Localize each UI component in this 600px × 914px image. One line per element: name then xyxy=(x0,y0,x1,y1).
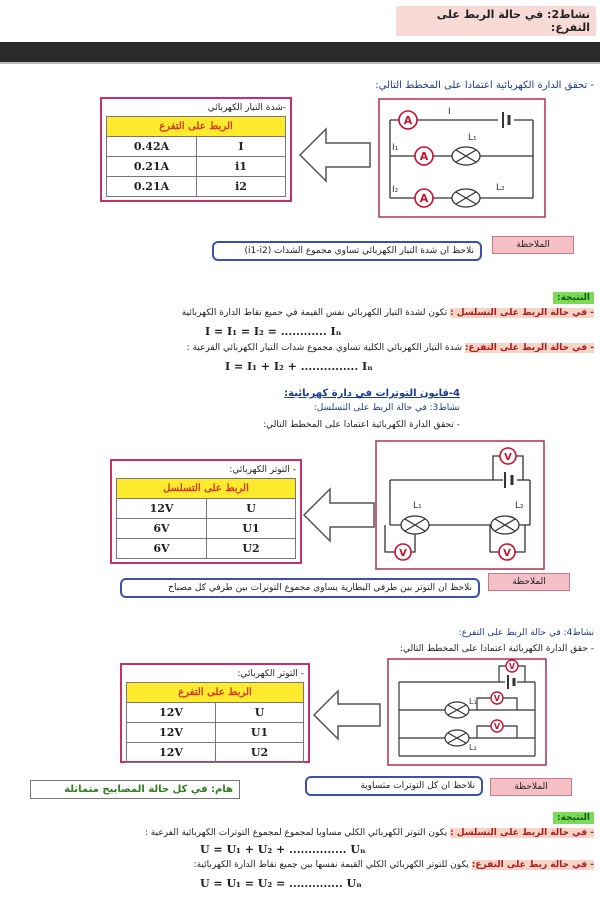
left-arrow-icon xyxy=(312,687,382,743)
conclusion-label: النتيجة: xyxy=(553,292,594,304)
table-header: الربط على التفرع xyxy=(107,117,286,137)
table-row: 0.21A i1 xyxy=(107,157,286,177)
parallel-current-circuit xyxy=(378,98,546,218)
svg-text:L₁: L₁ xyxy=(468,133,477,143)
svg-text:I₂: I₂ xyxy=(392,185,399,195)
svg-text:L₂: L₂ xyxy=(469,743,477,752)
important-note: هام: في كل حالة المصابيح متماثلة xyxy=(30,780,240,799)
observation-label: الملاحظة xyxy=(492,236,574,254)
observation-box: نلاحظ ان كل التوترات متساوية xyxy=(305,776,483,796)
series-voltage-circuit xyxy=(375,440,545,570)
svg-text:A: A xyxy=(419,192,429,205)
conclusion1-series: - في حالة الربط على التسلسل : تكون لشدة التيار الكهربائي نفس القيمة في جميع نقاط الدارة الكهربائية xyxy=(181,308,594,318)
svg-text:L₁: L₁ xyxy=(469,697,477,706)
conclusion2-parallel: - في حالة ربط على التفرع: يكون للتوتر الكهربائي الكلي القيمة نفسها بين جميع نقاط الدارة الكهربائية: xyxy=(193,860,594,870)
table-row: 6V U1 xyxy=(117,519,296,539)
activity2-title: نشاط2: في حالة الربط على التفرع: xyxy=(396,6,596,36)
table-row: 12V U xyxy=(127,703,304,723)
voltage-parallel-table: - التوتر الكهربائي: الربط على التفرع 12V U 12V U1 12V U2 xyxy=(120,663,310,763)
voltage-series-table: - التوتر الكهربائي: الربط على التسلسل 12V U 6V U1 6V U2 xyxy=(110,459,302,564)
conclusion1-parallel-formula: I = I₁ + I₂ + ............... Iₙ xyxy=(225,360,373,373)
svg-text:V: V xyxy=(503,548,511,559)
current-table xyxy=(100,97,292,202)
table-title: -شدة التيار الكهربائي xyxy=(207,103,286,113)
conclusion-label: النتيجة: xyxy=(553,812,594,824)
activity4-title: نشاط4: في حالة الربط على التفرع: xyxy=(458,628,594,638)
separator-bar xyxy=(0,42,600,62)
svg-text:L₁: L₁ xyxy=(413,501,422,511)
svg-text:I₁: I₁ xyxy=(392,143,399,153)
activity4-instruction: - حقق الدارة الكهربائية اعتمادا على المخطط التالي: xyxy=(399,644,594,654)
separator-line xyxy=(0,62,600,64)
svg-text:V: V xyxy=(508,662,516,671)
ammeter-label: A xyxy=(403,114,413,127)
svg-text:A: A xyxy=(419,150,429,163)
observation-box: نلاحظ ان التوتر بين طرفي البطارية يساوي مجموع التوترات بين طرفي كل مصباح xyxy=(120,578,480,598)
parallel-voltage-circuit xyxy=(387,658,547,766)
left-arrow-icon xyxy=(298,125,373,185)
left-arrow-icon xyxy=(302,485,377,545)
table-row: 0.42A I xyxy=(107,137,286,157)
conclusion2-parallel-formula: U = U₁ = U₂ = .............. Uₙ xyxy=(200,877,362,890)
svg-text:L₂: L₂ xyxy=(515,501,524,511)
table-row: 6V U2 xyxy=(117,539,296,559)
observation-label: الملاحظة xyxy=(490,778,572,796)
observation-box: نلاحظ ان شدة التيار الكهربائي تساوي مجموع الشدات (i1-i2) xyxy=(212,241,482,261)
svg-text:V: V xyxy=(493,694,501,703)
table-row: 12V U2 xyxy=(127,743,304,763)
conclusion1-parallel: - في حالة الربط على التفرع: شدة التيار الكهربائي الكلية تساوي مجموع شدات التيار الكهربائي الفرعية : xyxy=(186,343,594,353)
svg-text:V: V xyxy=(504,452,512,463)
table-row: 0.21A i2 xyxy=(107,177,286,197)
svg-text:V: V xyxy=(493,722,501,731)
conclusion1-series-formula: I = I₁ = I₂ = ............ Iₙ xyxy=(205,325,342,338)
table-row: 12V U1 xyxy=(127,723,304,743)
svg-text:L₂: L₂ xyxy=(496,183,505,193)
conclusion2-series: - في حالة الربط على التسلسل : يكون التوتر الكهربائي الكلي مساويا لمجموع لمجموع التوترات الكهربائية الفرعية : xyxy=(144,828,594,838)
svg-text:I: I xyxy=(448,107,451,117)
current-data-table xyxy=(106,116,286,197)
svg-text:V: V xyxy=(399,548,407,559)
conclusion2-series-formula: U = U₁ + U₂ + ............... Uₙ xyxy=(200,843,366,856)
activity3-title: نشاط3: في حالة الربط على التسلسل: xyxy=(313,403,460,413)
observation-label: الملاحظة xyxy=(488,573,570,591)
activity3-instruction: - تحقق الدارة الكهربائية اعتمادا على المخطط التالي: xyxy=(263,420,460,430)
section4-title: 4-قانون التوترات في دارة كهربائية: xyxy=(284,388,460,399)
table-row: 12V U xyxy=(117,499,296,519)
activity2-instruction: - تحقق الدارة الكهربائية اعتمادا على المخطط التالي: xyxy=(375,80,594,91)
